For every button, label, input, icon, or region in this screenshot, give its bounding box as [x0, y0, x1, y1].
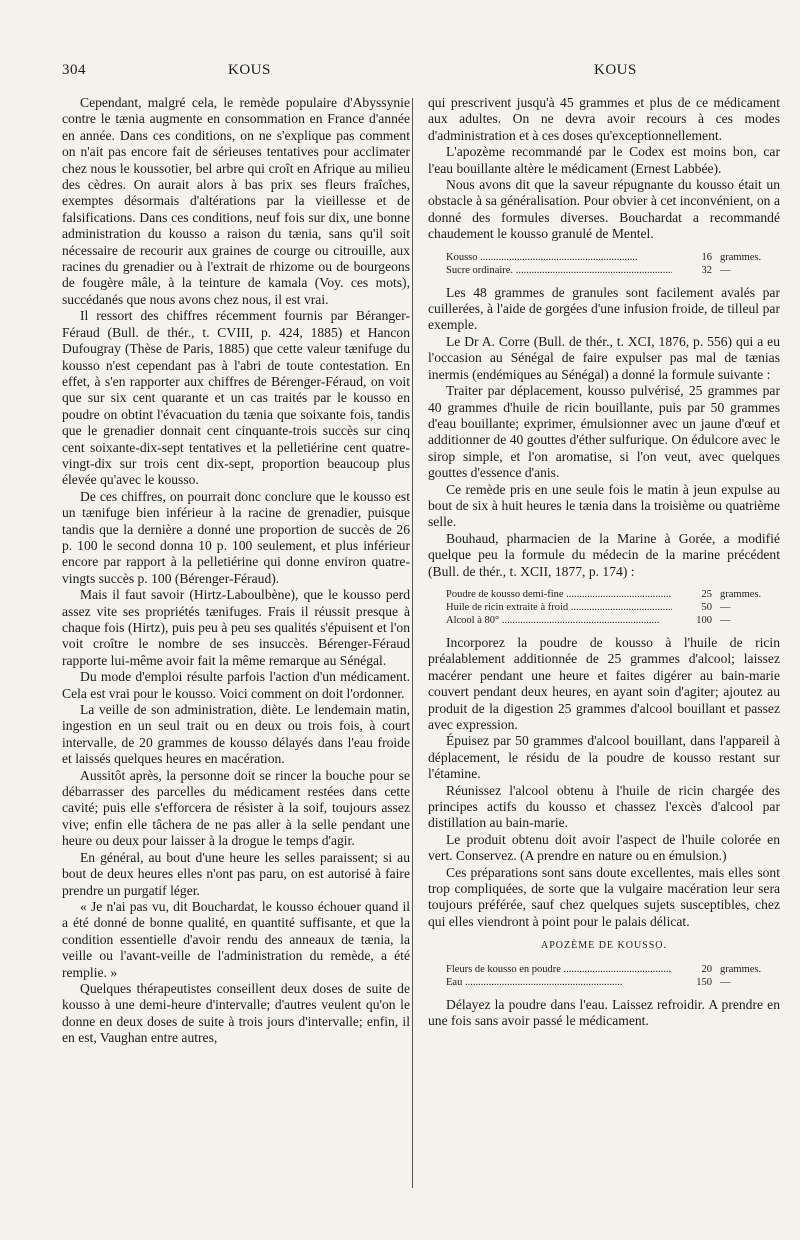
- paragraph: qui prescrivent jusqu'à 45 grammes et plus de ce médicament aux adultes. On ne devra avoir recours à ces modes d'administration et à ces doses qu'exceptionnellement.: [428, 95, 780, 143]
- recipe-line: Poudre de kousso demi-fine ..... 25 grammes.: [446, 588, 780, 601]
- paragraph: L'apozème recommandé par le Codex est moins bon, car l'eau bouillante altère le médicament (Ernest Labbée).: [428, 144, 780, 176]
- recipe-title: APOZÈME DE KOUSSO.: [540, 940, 668, 952]
- recipe-granules: [446, 251, 780, 277]
- running-title-right: KOUS: [594, 62, 637, 78]
- paragraph: La veille de son administration, diète. Le lendemain matin, ingestion en un seul trait ou en deux ou trois fois, à court intervalle, de 20 grammes de kousso délayés dans l'eau froide et laissés quelques heures en macération.: [62, 702, 410, 767]
- recipe-line: Eau ..... 150 —: [446, 976, 780, 989]
- recipe-line: Alcool à 80° ..... 100 —: [446, 614, 780, 627]
- paragraph: Ce remède pris en une seule fois le matin à jeun expulse au bout de six à huit heures le tænia dans la troisième ou quatrième selle.: [428, 481, 780, 530]
- paragraph: « Je n'ai pas vu, dit Bouchardat, le kousso échouer quand il a été donné de bonne qualité, en quantité suffisante, et que la condition essentielle d'avoir rendu des anneaux de tænia, la veille ou l'avant-veille de l'administration du remède, a été remplie. »: [62, 898, 410, 980]
- paragraph: Nous avons dit que la saveur répugnante du kousso était un obstacle à sa généralisation. Pour obvier à cet inconvénient, on a donné des formules diverses. Bouchardat a recommandé chaudement le kousso granulé de Mentel.: [428, 177, 780, 242]
- paragraph: Réunissez l'alcool obtenu à l'huile de ricin chargée des principes actifs du kousso et chassez l'excès d'alcool par distillation au bain-marie.: [428, 782, 780, 831]
- paragraph: Traiter par déplacement, kousso pulvérisé, 25 grammes par 40 grammes d'huile de ricin bouillante, puis par 50 grammes d'eau bouillante; exprimer, émulsionner avec un jaune d'œuf et additionner de 40 gouttes d'éther sulfurique. On édulcore avec le sirop simple, et l'on aromatise, si l'on veut, avec quelques gouttes d'essence d'anis.: [428, 383, 780, 481]
- recipe-apozeme: [446, 963, 780, 989]
- paragraph: Bouhaud, pharmacien de la Marine à Gorée, a modifié quelque peu la formule du médecin de la marine précédent (Bull. de thér., t. XCII, 1877, p. 174) :: [428, 530, 780, 579]
- paragraph: Ces préparations sont sans doute excellentes, mais elles sont trop compliquées, de sorte que la vulgaire macération leur sera toujours préférée, sauf chez quelques sujets susceptibles, chez qui elles viendront à point pour le palais délicat.: [428, 864, 780, 929]
- paragraph: Délayez la poudre dans l'eau. Laissez refroidir. A prendre en une fois sans avoir passé le médicament.: [428, 996, 780, 1029]
- recipe-line: Sucre ordinaire. ..... 32 —: [446, 264, 780, 277]
- paragraph: Mais il faut savoir (Hirtz-Laboulbène), que le kousso perd assez vite ses propriétés tænifuges. Frais il réussit presque à chaque fois (Hirtz), puis peu à peu ses qualités s'épuisent et l'on voit croître le nombre de ses insuccès. Bérenger-Féraud rapporte lui-même avoir fait la même remarque au Sénégal.: [62, 587, 410, 668]
- paragraph: Cependant, malgré cela, le remède populaire d'Abyssynie contre le tænia augmente en consommation en France d'année en année. Dans ces conditions, on ne s'explique pas comment on n'ait pas encore fait de sérieuses tentatives pour acclimater chez nous le koussotier, bel arbre qui croît en Afrique au milieu des cèdres. On aurait alors à bas prix ses fleurs fraîches, exemptes désormais d'altérations par la vieillesse et de falsifications. Dans ces conditions, neuf fois sur dix, une bonne administration du kousso a raison du tænia, sans qu'il soit nécessaire de recourir aux graines de courge ou citrouille, aux racines du grenadier ou à l'extrait de rhizome ou de bourgeons de fougère mâle, à la teinture de kamala (Voy. ces mots), succédanés que nous avons chez nous, il est vrai.: [62, 95, 410, 307]
- column-divider: [412, 98, 413, 1188]
- paragraph: Quelques thérapeutistes conseillent deux doses de suite de kousso à une demi-heure d'intervalle; d'autres veulent qu'on le donne en deux doses de suite à trois jours d'intervalle; enfin, il en est, Vaughan entre autres,: [62, 980, 410, 1046]
- recipe-line: Kousso ..... 16 grammes.: [446, 251, 780, 264]
- recipe-line: Huile de ricin extraite à froid ..... 50 —: [446, 601, 780, 614]
- paragraph: Épuisez par 50 grammes d'alcool bouillant, dans l'appareil à déplacement, le résidu de la poudre de kousso restant sur l'étamine.: [428, 733, 780, 782]
- paragraph: En général, au bout d'une heure les selles paraissent; si au bout de deux heures elles n'ont pas paru, on est autorisé à faire prendre un purgatif léger.: [62, 849, 410, 898]
- paragraph: Les 48 grammes de granules sont facilement avalés par cuillerées, à l'aide de gorgées d'une infusion froide, de tilleul par exemple.: [428, 284, 780, 333]
- paragraph: Le Dr A. Corre (Bull. de thér., t. XCI, 1876, p. 556) qui a eu l'occasion au Sénégal de faire expulser pas mal de tænias inermis (endémiques au Sénégal) a donné la formule suivante :: [428, 333, 780, 382]
- recipe-line: Fleurs de kousso en poudre ..... 20 grammes.: [446, 963, 780, 976]
- recipe-bouhaud: [446, 588, 780, 627]
- right-column: [428, 95, 780, 1030]
- paragraph: De ces chiffres, on pourrait donc conclure que le kousso est un tænifuge bien inférieur à la racine de grenadier, puisque tandis que la dernière a donné une proportion de succès de 26 p. 100 le second donna 10 p. 100 seulement, et plus inférieur encore par rapport à la pelletiérine qui donne environ quatre-vingts succès p. 100 (Bérenger-Féraud).: [62, 488, 410, 586]
- paragraph: Il ressort des chiffres récemment fournis par Béranger-Féraud (Bull. de thér., t. CVIII, p. 424, 1885) et Hancon Dufougray (Thèse de Paris, 1885) que cette valeur tænifuge du kousso n'est cependant pas à l'abri de toute contestation. En effet, à s'en rapporter aux chiffres de Bérenger-Féraud, on voit que sur six cent quarante et un cas traités par le kousso en poudre on obtint l'évacuation du tænia que soixante fois, tandis que le grenadier donnait cent cinquante-trois succès sur cinq cent soixante-dix-sept tentatives et la pelletiérine cent quatre-vingt-dix sur trois cent dix-sept, proportion beaucoup plus élevée qu'avec le kousso.: [62, 308, 410, 488]
- paragraph: Le produit obtenu doit avoir l'aspect de l'huile colorée en vert. Conservez. (A prendre en nature ou en émulsion.): [428, 831, 780, 864]
- paragraph: Incorporez la poudre de kousso à l'huile de ricin préalablement additionnée de 25 grammes d'alcool; laissez macérer pendant une heure et faites digérer au bain-marie couvert pendant deux heures, en ayant soin d'agiter; ajoutez au produit de la digestion 25 grammes d'alcool bouillant et passez avec expression.: [428, 634, 780, 732]
- running-title-left: KOUS: [228, 62, 271, 78]
- paragraph: Du mode d'emploi résulte parfois l'action d'un médicament. Cela est vrai pour le kousso. Voici comment on doit l'ordonner.: [62, 669, 410, 701]
- paragraph: Aussitôt après, la personne doit se rincer la bouche pour se débarrasser des parcelles du médicament restées dans cette cavité; puis elle s'efforcera de résister à la soif, toujours assez vive; enfin elle tâchera de ne pas aller à la selle pendant une heure ou deux pour laisser à la drogue le temps d'agir.: [62, 767, 410, 849]
- page-number: 304: [62, 62, 86, 78]
- left-column: [62, 95, 410, 1047]
